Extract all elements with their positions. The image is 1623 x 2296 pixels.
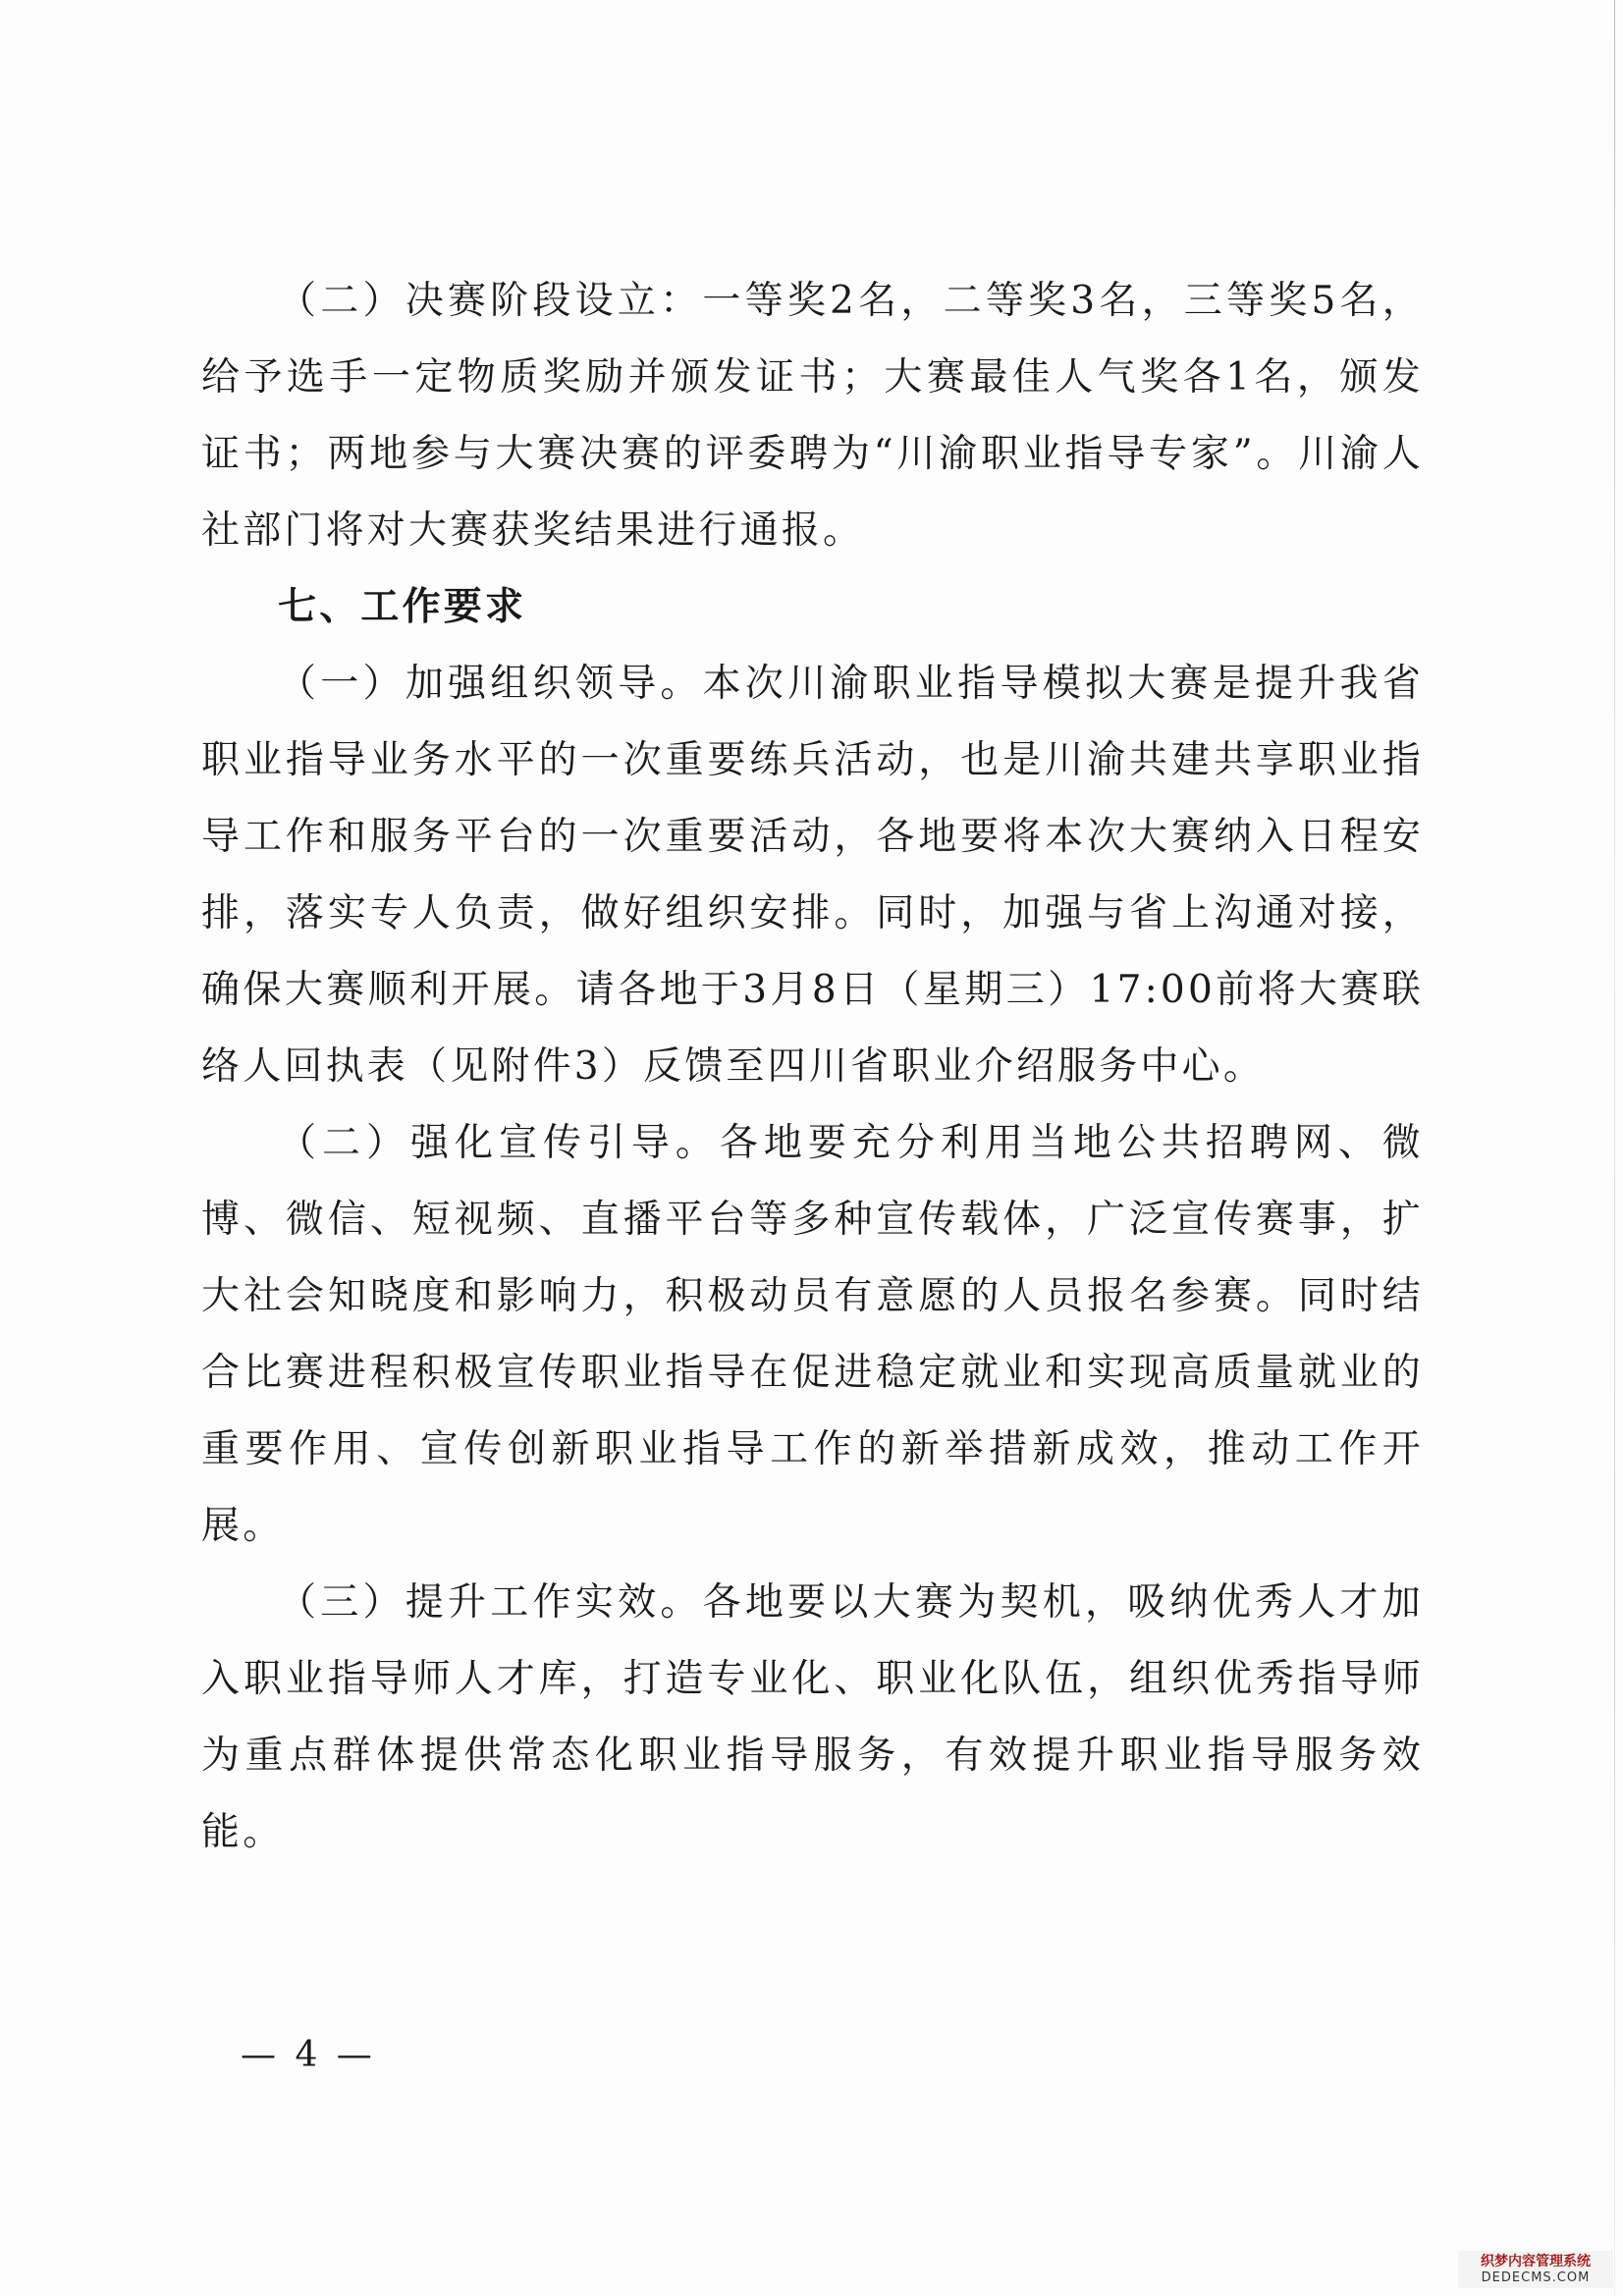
document-body [201, 263, 1424, 1871]
paragraph-organization-leadership: （一）加强组织领导。本次川渝职业指导模拟大赛是提升我省职业指导业务水平的一次重要练兵活动，也是川渝共建共享职业指导工作和服务平台的一次重要活动，各地要将本次大赛纳入日程安排，落实专人负责，做好组织安排。同时，加强与省上沟通对接，确保大赛顺利开展。请各地于3月8日（星期三）17:00前将大赛联络人回执表（见附件3）反馈至四川省职业介绍服务中心。 [201, 662, 1424, 1089]
paragraph-publicity-guidance: （二）强化宣传引导。各地要充分利用当地公共招聘网、微博、微信、短视频、直播平台等多种宣传载体，广泛宣传赛事，扩大社会知晓度和影响力，积极动员有意愿的人员报名参赛。同时结合比赛进程积极宣传职业指导在促进稳定就业和实现高质量就业的重要作用、宣传创新职业指导工作的新举措新成效，推动工作开展。 [201, 1121, 1424, 1548]
watermark-title: 织梦内容管理系统 [1481, 2254, 1591, 2269]
paragraph-work-effectiveness: （三）提升工作实效。各地要以大赛为契机，吸纳优秀人才加入职业指导师人才库，打造专业化、职业化队伍，组织优秀指导师为重点群体提供常态化职业指导服务，有效提升职业指导服务效能。 [201, 1580, 1424, 1854]
scan-edge-line [1614, 0, 1615, 2296]
page-number: — 4 — [241, 2035, 376, 2075]
watermark-domain: DEDECMS.COM [1481, 2270, 1591, 2285]
watermark [1458, 2251, 1613, 2288]
section-heading-work-requirements: 七、工作要求 [278, 585, 527, 629]
paragraph-final-stage-awards: （二）决赛阶段设立：一等奖2名，二等奖3名，三等奖5名，给予选手一定物质奖励并颁发证书；大赛最佳人气奖各1名，颁发证书；两地参与大赛决赛的评委聘为“川渝职业指导专家”。川渝人社部门将对大赛获奖结果进行通报。 [201, 279, 1424, 553]
